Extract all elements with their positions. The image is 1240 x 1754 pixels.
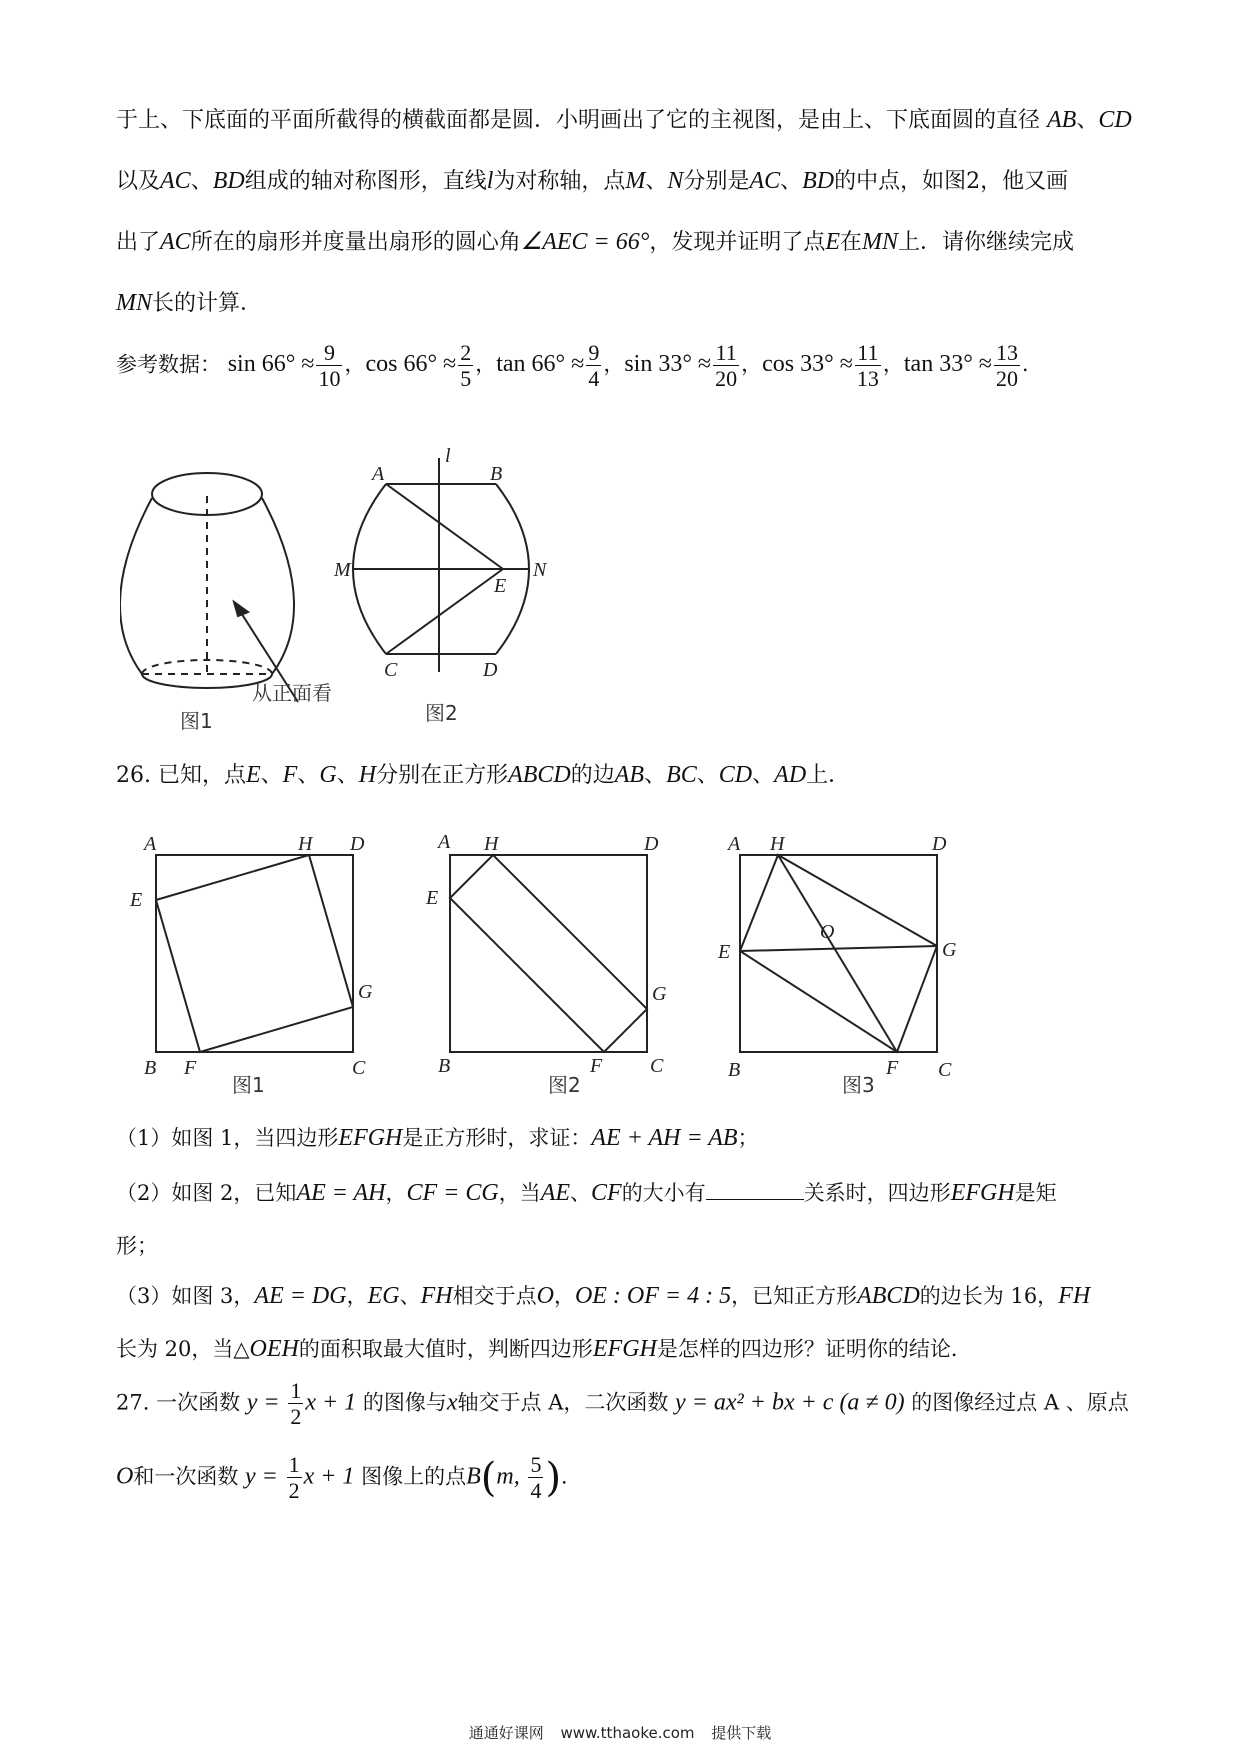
reference-fraction bbox=[855, 340, 881, 392]
math: F bbox=[282, 762, 298, 788]
footer-site: 通通好课网 bbox=[468, 1724, 544, 1742]
reference-function: tan 33° ≈ bbox=[903, 351, 992, 378]
text: 和一次函数 bbox=[133, 1464, 239, 1489]
denominator: 20 bbox=[715, 366, 738, 392]
text: 、 bbox=[780, 169, 803, 194]
label-B: B bbox=[438, 1055, 451, 1077]
math: OE : OF = 4 : 5 bbox=[574, 1283, 732, 1309]
separator: ． bbox=[1021, 352, 1043, 377]
q26-part-2 bbox=[116, 1177, 1057, 1207]
q26-part-3 bbox=[116, 1280, 1090, 1310]
math: CD bbox=[718, 762, 753, 788]
math: ABCD bbox=[857, 1283, 920, 1309]
label-G: G bbox=[942, 939, 957, 961]
figure-1-caption: 图1 bbox=[180, 709, 213, 730]
footer-tail: 提供下载 bbox=[711, 1724, 772, 1742]
label-A: A bbox=[728, 833, 741, 855]
math: E bbox=[245, 762, 261, 788]
label-C: C bbox=[938, 1059, 952, 1081]
q26-figures-svg bbox=[120, 800, 980, 1100]
separator: ， bbox=[475, 352, 497, 377]
separator: ， bbox=[344, 352, 366, 377]
label-B: B bbox=[728, 1059, 741, 1081]
text: 、 bbox=[399, 1284, 421, 1308]
text: 、 bbox=[260, 763, 283, 788]
text: 27. 一次函数 bbox=[116, 1390, 241, 1415]
text: 轴交于点 A，二次函数 bbox=[457, 1390, 669, 1415]
label-C: C bbox=[650, 1055, 664, 1077]
numerator: 1 bbox=[290, 1378, 302, 1403]
text: 于上、下底面的平面所截得的横截面都是圆．小明画出了它的主视图，是由上、下底面圆的直径 bbox=[116, 108, 1041, 133]
label-A: A bbox=[372, 463, 385, 485]
math: y = bbox=[245, 1463, 278, 1490]
segment-EG bbox=[740, 946, 937, 951]
denominator: 4 bbox=[530, 1478, 542, 1504]
figure-1-barrel bbox=[120, 473, 298, 702]
separator: ， bbox=[882, 352, 904, 377]
text: 、 bbox=[644, 763, 667, 788]
q26-part-3-cont bbox=[116, 1333, 972, 1363]
barrel-figures-svg bbox=[120, 440, 640, 730]
intro-line-1 bbox=[116, 90, 1136, 151]
text: 、 bbox=[570, 1181, 592, 1205]
square-ABCD bbox=[450, 855, 647, 1052]
reference-items bbox=[227, 340, 1043, 392]
segment-FH bbox=[778, 855, 897, 1052]
q26-part-2-cont bbox=[116, 1230, 158, 1260]
text: 上． bbox=[806, 763, 851, 788]
figure-3-caption: 图3 bbox=[842, 1073, 875, 1097]
math: O bbox=[536, 1283, 554, 1309]
text: ， bbox=[346, 1284, 368, 1308]
math: BC bbox=[666, 762, 697, 788]
label-D: D bbox=[483, 659, 498, 681]
reference-label: 参考数据： bbox=[116, 352, 221, 377]
numerator: 9 bbox=[316, 340, 342, 366]
denominator: 13 bbox=[856, 366, 879, 392]
math: CF = CG bbox=[406, 1180, 499, 1206]
math: H bbox=[358, 762, 377, 788]
math: AB bbox=[1047, 107, 1077, 133]
label-H: H bbox=[770, 833, 785, 855]
denominator: 2 bbox=[288, 1478, 300, 1504]
math: G bbox=[319, 762, 337, 788]
numerator: 9 bbox=[588, 340, 600, 365]
text: 上．请你继续完成 bbox=[898, 230, 1075, 255]
text: ，已知正方形 bbox=[731, 1284, 858, 1308]
text: 的边长为 16， bbox=[919, 1284, 1059, 1308]
reference-data bbox=[116, 340, 1043, 392]
text: 分别是 bbox=[683, 169, 750, 194]
separator: ， bbox=[603, 352, 625, 377]
reference-fraction bbox=[458, 340, 473, 392]
reference-function: sin 66° ≈ bbox=[227, 351, 315, 378]
math: EG bbox=[367, 1283, 400, 1309]
math: FH bbox=[1058, 1283, 1091, 1309]
text: 的面积取最大值时，判断四边形 bbox=[298, 1337, 593, 1361]
math: B bbox=[466, 1463, 481, 1490]
barrel-figures bbox=[120, 440, 640, 730]
math: BD bbox=[212, 168, 245, 194]
paren-close: ) bbox=[545, 1454, 562, 1501]
math: y = bbox=[246, 1389, 280, 1416]
text: 是矩 bbox=[1014, 1181, 1057, 1205]
text: （1）如图 1，当四边形 bbox=[116, 1126, 339, 1150]
q26-figure-1 bbox=[156, 855, 353, 1052]
fraction bbox=[287, 1452, 302, 1504]
reference-fraction bbox=[586, 340, 601, 392]
text: 、 bbox=[1076, 108, 1099, 133]
math: x + 1 bbox=[303, 1463, 355, 1490]
text: 长的计算． bbox=[152, 291, 263, 316]
fraction bbox=[528, 1452, 543, 1504]
denominator: 2 bbox=[290, 1404, 302, 1430]
text: 的图像经过点 A 、原点 bbox=[911, 1390, 1129, 1415]
intro-line-2 bbox=[116, 151, 1136, 212]
label-E: E bbox=[426, 887, 439, 909]
text: 为对称轴，点 bbox=[493, 169, 626, 194]
text: 26. 已知，点 bbox=[116, 763, 246, 788]
label-E: E bbox=[130, 889, 143, 911]
numerator: 5 bbox=[530, 1452, 542, 1477]
math: MN bbox=[862, 229, 899, 255]
label-M: M bbox=[334, 559, 351, 581]
text: 、 bbox=[336, 763, 359, 788]
text: 出了 bbox=[116, 230, 161, 255]
answer-blank[interactable] bbox=[706, 1181, 804, 1200]
math: x bbox=[446, 1389, 458, 1416]
text: 的边 bbox=[570, 763, 615, 788]
label-B: B bbox=[144, 1057, 157, 1079]
math: ∠AEC = 66° bbox=[520, 229, 650, 255]
text: 的中点，如图2，他又画 bbox=[834, 169, 1069, 194]
label-A: A bbox=[144, 833, 157, 855]
intro-line-4 bbox=[116, 273, 1136, 334]
text: 以及 bbox=[116, 169, 161, 194]
text: 、 bbox=[752, 763, 775, 788]
math: EFGH bbox=[950, 1180, 1015, 1206]
figure-2-caption: 图2 bbox=[425, 701, 458, 725]
rectangle-EFGH bbox=[450, 855, 647, 1052]
left-side bbox=[120, 498, 152, 674]
label-C: C bbox=[384, 659, 398, 681]
label-G: G bbox=[358, 981, 373, 1003]
math: AE bbox=[540, 1180, 571, 1206]
text: 所在的扇形并度量出扇形的圆心角 bbox=[190, 230, 521, 255]
label-O: O bbox=[820, 921, 835, 943]
figure-1-caption: 图1 bbox=[232, 1073, 265, 1097]
intro-line-3 bbox=[116, 212, 1136, 273]
math: EFGH bbox=[338, 1125, 403, 1151]
label-H: H bbox=[484, 833, 499, 855]
paren-open: ( bbox=[480, 1454, 497, 1501]
text: 、 bbox=[645, 169, 668, 194]
math: l bbox=[486, 168, 494, 194]
text: 的图像与 bbox=[362, 1390, 447, 1415]
text: 、 bbox=[297, 763, 320, 788]
right-side bbox=[262, 498, 294, 674]
math: AE = AH bbox=[296, 1180, 386, 1206]
segment-CE bbox=[386, 569, 503, 654]
q26-figure-3 bbox=[740, 855, 937, 1052]
numerator: 2 bbox=[460, 340, 472, 365]
label-C: C bbox=[352, 1057, 366, 1079]
math: BD bbox=[802, 168, 835, 194]
math: O bbox=[116, 1463, 134, 1490]
reference-fraction bbox=[994, 340, 1020, 392]
math: AC bbox=[749, 168, 781, 194]
numerator: 1 bbox=[288, 1452, 300, 1477]
math: y = ax² + bx + c (a ≠ 0) bbox=[675, 1389, 905, 1416]
text: ，当 bbox=[498, 1181, 541, 1205]
figure-2-caption: 图2 bbox=[548, 1073, 581, 1097]
math: M bbox=[625, 168, 646, 194]
math: AD bbox=[774, 762, 807, 788]
reference-function: cos 33° ≈ bbox=[762, 351, 853, 378]
text: 、 bbox=[190, 169, 213, 194]
separator: ， bbox=[741, 352, 763, 377]
label-F: F bbox=[590, 1055, 603, 1077]
segment-AE bbox=[386, 484, 503, 569]
math: x + 1 bbox=[305, 1389, 357, 1416]
label-E: E bbox=[494, 575, 507, 597]
reference-function: cos 66° ≈ bbox=[365, 351, 457, 378]
text: （2）如图 2，已知 bbox=[116, 1181, 297, 1205]
math: m, bbox=[496, 1463, 520, 1490]
label-G: G bbox=[652, 983, 667, 1005]
math: AC bbox=[160, 229, 191, 255]
math: AC bbox=[160, 168, 191, 194]
reference-function: sin 33° ≈ bbox=[624, 351, 712, 378]
numerator: 13 bbox=[995, 340, 1018, 365]
q27-line-1 bbox=[116, 1378, 1129, 1430]
q26-part-1 bbox=[116, 1122, 759, 1152]
math: CD bbox=[1098, 107, 1132, 133]
text: 、 bbox=[696, 763, 719, 788]
q26-figure-2 bbox=[450, 855, 647, 1052]
text: ，发现并证明了点 bbox=[649, 230, 826, 255]
reference-fraction bbox=[713, 340, 739, 392]
label-F: F bbox=[184, 1057, 197, 1079]
q26-stem bbox=[116, 758, 850, 789]
text: 相交于点 bbox=[452, 1284, 537, 1308]
numerator: 11 bbox=[713, 340, 739, 366]
math: OEH bbox=[249, 1336, 299, 1362]
q27-line-2 bbox=[116, 1452, 582, 1504]
text: 在 bbox=[840, 230, 863, 255]
text: 分别在正方形 bbox=[376, 763, 509, 788]
math: AE + AH = AB bbox=[591, 1125, 738, 1151]
label-D: D bbox=[644, 833, 659, 855]
numerator: 11 bbox=[855, 340, 881, 366]
arrow-head-icon bbox=[234, 602, 248, 616]
text: 是正方形时，求证： bbox=[402, 1126, 592, 1150]
math: MN bbox=[116, 290, 152, 316]
label-N: N bbox=[533, 559, 547, 581]
math: ABCD bbox=[508, 762, 571, 788]
footer-url[interactable]: www.tthaoke.com bbox=[560, 1724, 695, 1742]
math: FH bbox=[420, 1283, 453, 1309]
text: 是怎样的四边形？证明你的结论． bbox=[656, 1337, 972, 1361]
denominator: 5 bbox=[460, 366, 472, 392]
math: CF bbox=[591, 1180, 622, 1206]
denominator: 4 bbox=[588, 366, 600, 392]
arrow-label: 从正面看 bbox=[252, 681, 332, 705]
q26-figures bbox=[120, 800, 980, 1100]
text: ， bbox=[553, 1284, 575, 1308]
text: 形； bbox=[116, 1234, 158, 1258]
intro-paragraph bbox=[116, 90, 1136, 334]
math: E bbox=[825, 229, 841, 255]
fraction bbox=[288, 1378, 303, 1430]
label-H: H bbox=[298, 833, 313, 855]
label-E: E bbox=[718, 941, 731, 963]
math: EFGH bbox=[592, 1336, 657, 1362]
top-ellipse bbox=[152, 473, 262, 515]
page-footer bbox=[0, 1722, 1240, 1743]
text: ； bbox=[737, 1126, 759, 1150]
text: ， bbox=[385, 1181, 407, 1205]
text: ． bbox=[561, 1464, 583, 1489]
square-EFGH bbox=[156, 855, 353, 1052]
math: N bbox=[667, 168, 684, 194]
math: AE = DG bbox=[254, 1283, 347, 1309]
denominator: 10 bbox=[318, 366, 341, 392]
figure-2-front-view bbox=[353, 458, 529, 672]
text: （3）如图 3， bbox=[116, 1284, 255, 1308]
square-ABCD bbox=[156, 855, 353, 1052]
math: AB bbox=[614, 762, 645, 788]
text: 图像上的点 bbox=[361, 1464, 467, 1489]
label-D: D bbox=[932, 833, 947, 855]
reference-fraction bbox=[316, 340, 342, 392]
label-B: B bbox=[490, 463, 503, 485]
label-F: F bbox=[886, 1057, 899, 1079]
label-l: l bbox=[445, 445, 451, 467]
label-A: A bbox=[438, 831, 451, 853]
text: 组成的轴对称图形，直线 bbox=[244, 169, 487, 194]
text: 关系时，四边形 bbox=[803, 1181, 951, 1205]
denominator: 20 bbox=[995, 366, 1018, 392]
text: 长为 20，当△ bbox=[116, 1337, 250, 1361]
label-D: D bbox=[350, 833, 365, 855]
text: 的大小有 bbox=[621, 1181, 706, 1205]
reference-function: tan 66° ≈ bbox=[496, 351, 585, 378]
